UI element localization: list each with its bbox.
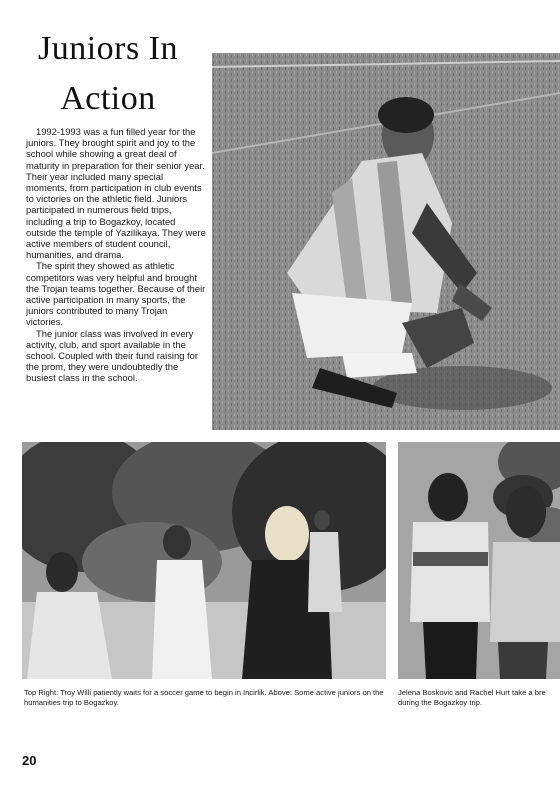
- body-paragraph-3: The junior class was involved in every activity, club, and sport available in the school. Coupled with their fund raising for the prom, they were undoubtedly the busiest class in the school.: [26, 327, 198, 384]
- body-paragraph-1: 1992-1993 was a fun filled year for the juniors. They brought spirit and joy to the school while showing a great deal of maturity in preparation for their senior year. Their year included many special moments, from participation in club events to victories on the athletic field. Juniors participated in numerous field trips, including a trip to Bogazkoy, located outside the temple of Yazilikaya. They were active members of student council, humanities, and drama.: [26, 126, 206, 261]
- photo-caption-left: Top Right: Troy Willi patiently waits for a soccer game to begin in Incirlik. Above: Some active juniors on the humanities trip to Bogazkoy.: [24, 688, 384, 707]
- soccer-player-photo: [212, 53, 560, 430]
- page-title: [8, 24, 208, 124]
- girls-illustration: [398, 442, 560, 679]
- group-illustration: [22, 442, 386, 679]
- photo-caption-right: [398, 688, 560, 708]
- article-body: [26, 126, 206, 384]
- page-number: 20: [22, 753, 37, 768]
- title-line-1: Juniors In: [37, 30, 179, 67]
- title-line-2: Action: [60, 80, 156, 117]
- body-paragraph-2: The spirit they showed as athletic competitors was very helpful and brought the Trojan teams together. Because of their active participation in many sports, the juniors contributed to many Trojan victories.: [26, 260, 206, 328]
- caption-right-line-1: Jelena Boskovic and Rachel Hurt take a bre: [398, 688, 546, 697]
- bogazkoy-trip-photo: [398, 442, 560, 679]
- caption-right-line-2: during the Bogazkoy trip.: [398, 698, 483, 707]
- soccer-player-illustration: [212, 53, 560, 430]
- humanities-trip-photo: [22, 442, 386, 679]
